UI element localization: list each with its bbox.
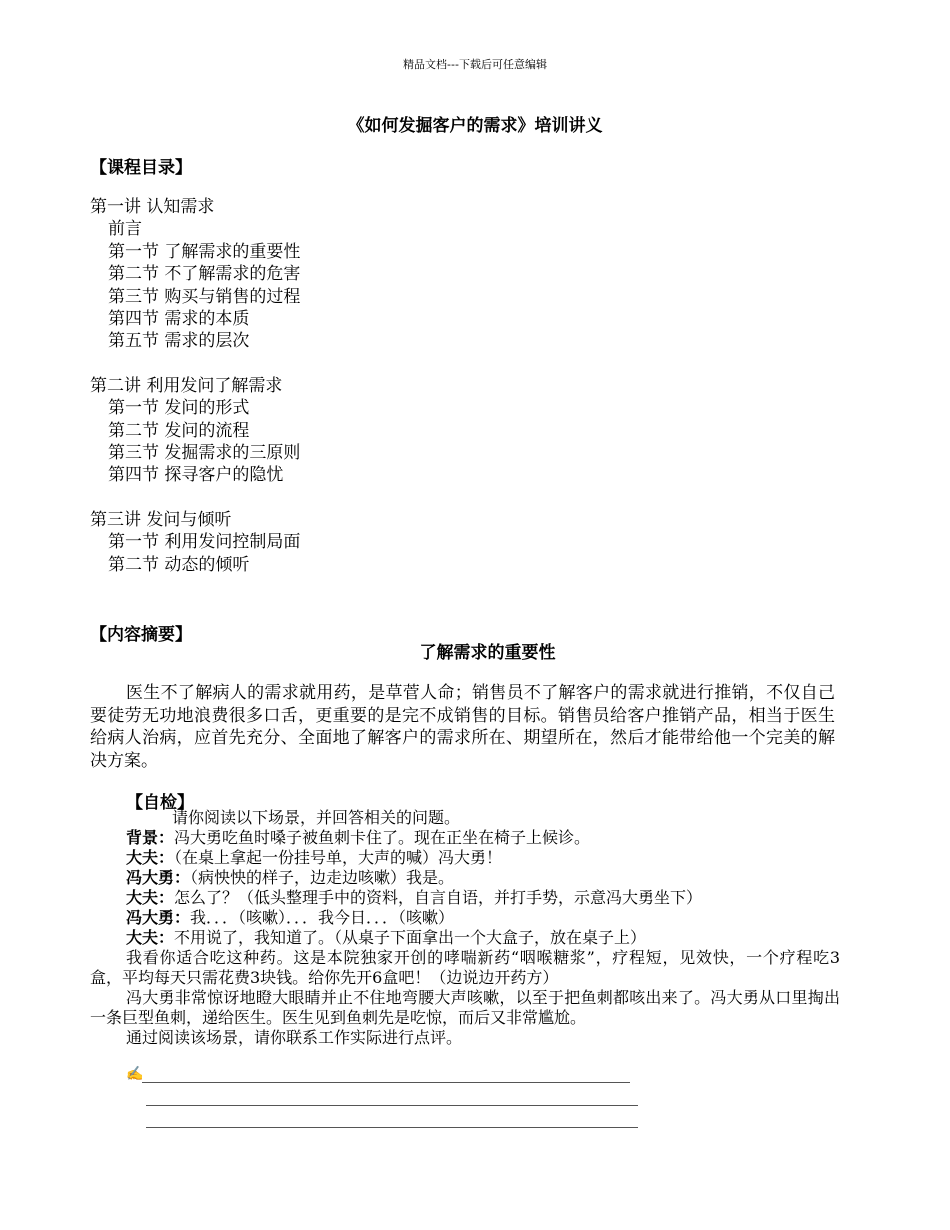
- toc-section: 第五节 需求的层次: [108, 331, 250, 352]
- toc-section: 第三节 购买与销售的过程: [108, 286, 301, 307]
- dialogue-line: [90, 848, 840, 868]
- answer-line[interactable]: [146, 1126, 638, 1128]
- toc-section: 第三节 发掘需求的三原则: [108, 443, 301, 464]
- speaker: 冯大勇：: [126, 868, 191, 887]
- toc-chapter: 第一讲 认知需求: [90, 197, 215, 217]
- dialogue-text: 怎么了？（低头整理手中的资料，自言自语，并打手势，示意冯大勇坐下）: [174, 888, 703, 907]
- dialogue-line: [90, 888, 840, 908]
- toc-group-2: [90, 375, 300, 487]
- dialogue-line: [90, 908, 840, 928]
- page-header: 精品文档---下载后可任意编辑: [403, 58, 547, 71]
- dialogue-text: 我．．．（咳嗽）．．．我今日．．．（咳嗽）: [190, 908, 455, 927]
- dialogue-text: （病怏怏的样子，边走边咳嗽）我是。: [190, 868, 455, 887]
- scenario-paragraph: 冯大勇非常惊讶地瞪大眼睛并止不住地弯腰大声咳嗽，以至于把鱼刺都咳出来了。冯大勇从口里掏出一条巨型鱼刺，递给医生。医生见到鱼刺先是吃惊，而后又非常尴尬。: [90, 988, 840, 1027]
- toc-heading: 【课程目录】: [90, 158, 192, 178]
- speaker: 大夫：: [126, 848, 175, 867]
- selfcheck-heading: 【自检】: [126, 793, 194, 813]
- speaker: 大夫：: [126, 888, 175, 907]
- toc-group-1: [90, 196, 300, 353]
- toc-section: 第四节 探寻客户的隐忧: [108, 465, 284, 486]
- toc-chapter: 第三讲 发问与倾听: [90, 509, 232, 530]
- toc-section: 第二节 动态的倾听: [108, 554, 250, 575]
- speaker: 背景：: [126, 828, 175, 847]
- answer-line[interactable]: [142, 1081, 630, 1083]
- dialogue-text: 不用说了，我知道了。（从桌子下面拿出一个大盒子，放在桌子上）: [174, 928, 647, 947]
- pen-icon: ✍: [126, 1066, 144, 1082]
- toc-section: 前言: [108, 219, 142, 240]
- answer-line[interactable]: [146, 1104, 638, 1106]
- dialogue-line: [90, 828, 840, 848]
- toc-section: 第二节 发问的流程: [108, 420, 250, 441]
- scenario-paragraph: 我看你适合吃这种药。这是本院独家开创的哮喘新药“咽喉糖浆”，疗程短，见效快，一个疗程吃3盒，平均每天只需花费3块钱。给你先开6盒吧！（边说边开药方）: [90, 948, 840, 987]
- toc-group-3: [90, 509, 300, 576]
- summary-heading: 【内容摘要】: [90, 625, 192, 645]
- toc-chapter: 第二讲 利用发问了解需求: [90, 375, 283, 396]
- dialogue-line: [90, 928, 840, 948]
- toc-section: 第二节 不了解需求的危害: [108, 264, 301, 285]
- summary-subtitle: 了解需求的重要性: [419, 643, 556, 663]
- dialogue-text: （在桌上拿起一份挂号单，大声的喊）冯大勇！: [174, 848, 503, 867]
- toc-section: 第一节 了解需求的重要性: [108, 241, 301, 262]
- table-of-contents: [90, 196, 300, 598]
- scenario-intro: 请你阅读以下场景，并回答相关的问题。: [172, 808, 461, 827]
- speaker: 大夫：: [126, 928, 175, 947]
- summary-paragraph: 医生不了解病人的需求就用药，是草菅人命；销售员不了解客户的需求就进行推销，不仅自己要徒劳无功地浪费很多口舌，更重要的是完不成销售的目标。销售员给客户推销产品，相当于医生给病人治病，应首先充分、全面地了解客户的需求所在、期望所在，然后才能带给他一个完美的解决方案。: [90, 683, 835, 771]
- toc-section: 第一节 利用发问控制局面: [108, 532, 301, 553]
- dialogue-text: 冯大勇吃鱼时嗓子被鱼刺卡住了。现在正坐在椅子上候诊。: [174, 828, 591, 847]
- scenario-prompt: 通过阅读该场景，请你联系工作实际进行点评。: [126, 1028, 463, 1047]
- toc-section: 第一节 发问的形式: [108, 398, 250, 419]
- speaker: 冯大勇：: [126, 908, 191, 927]
- dialogue-line: [90, 868, 840, 888]
- toc-section: 第四节 需求的本质: [108, 309, 250, 330]
- scenario-dialogue: [90, 808, 840, 1048]
- document-title: 《如何发掘客户的需求》培训讲义: [347, 116, 603, 136]
